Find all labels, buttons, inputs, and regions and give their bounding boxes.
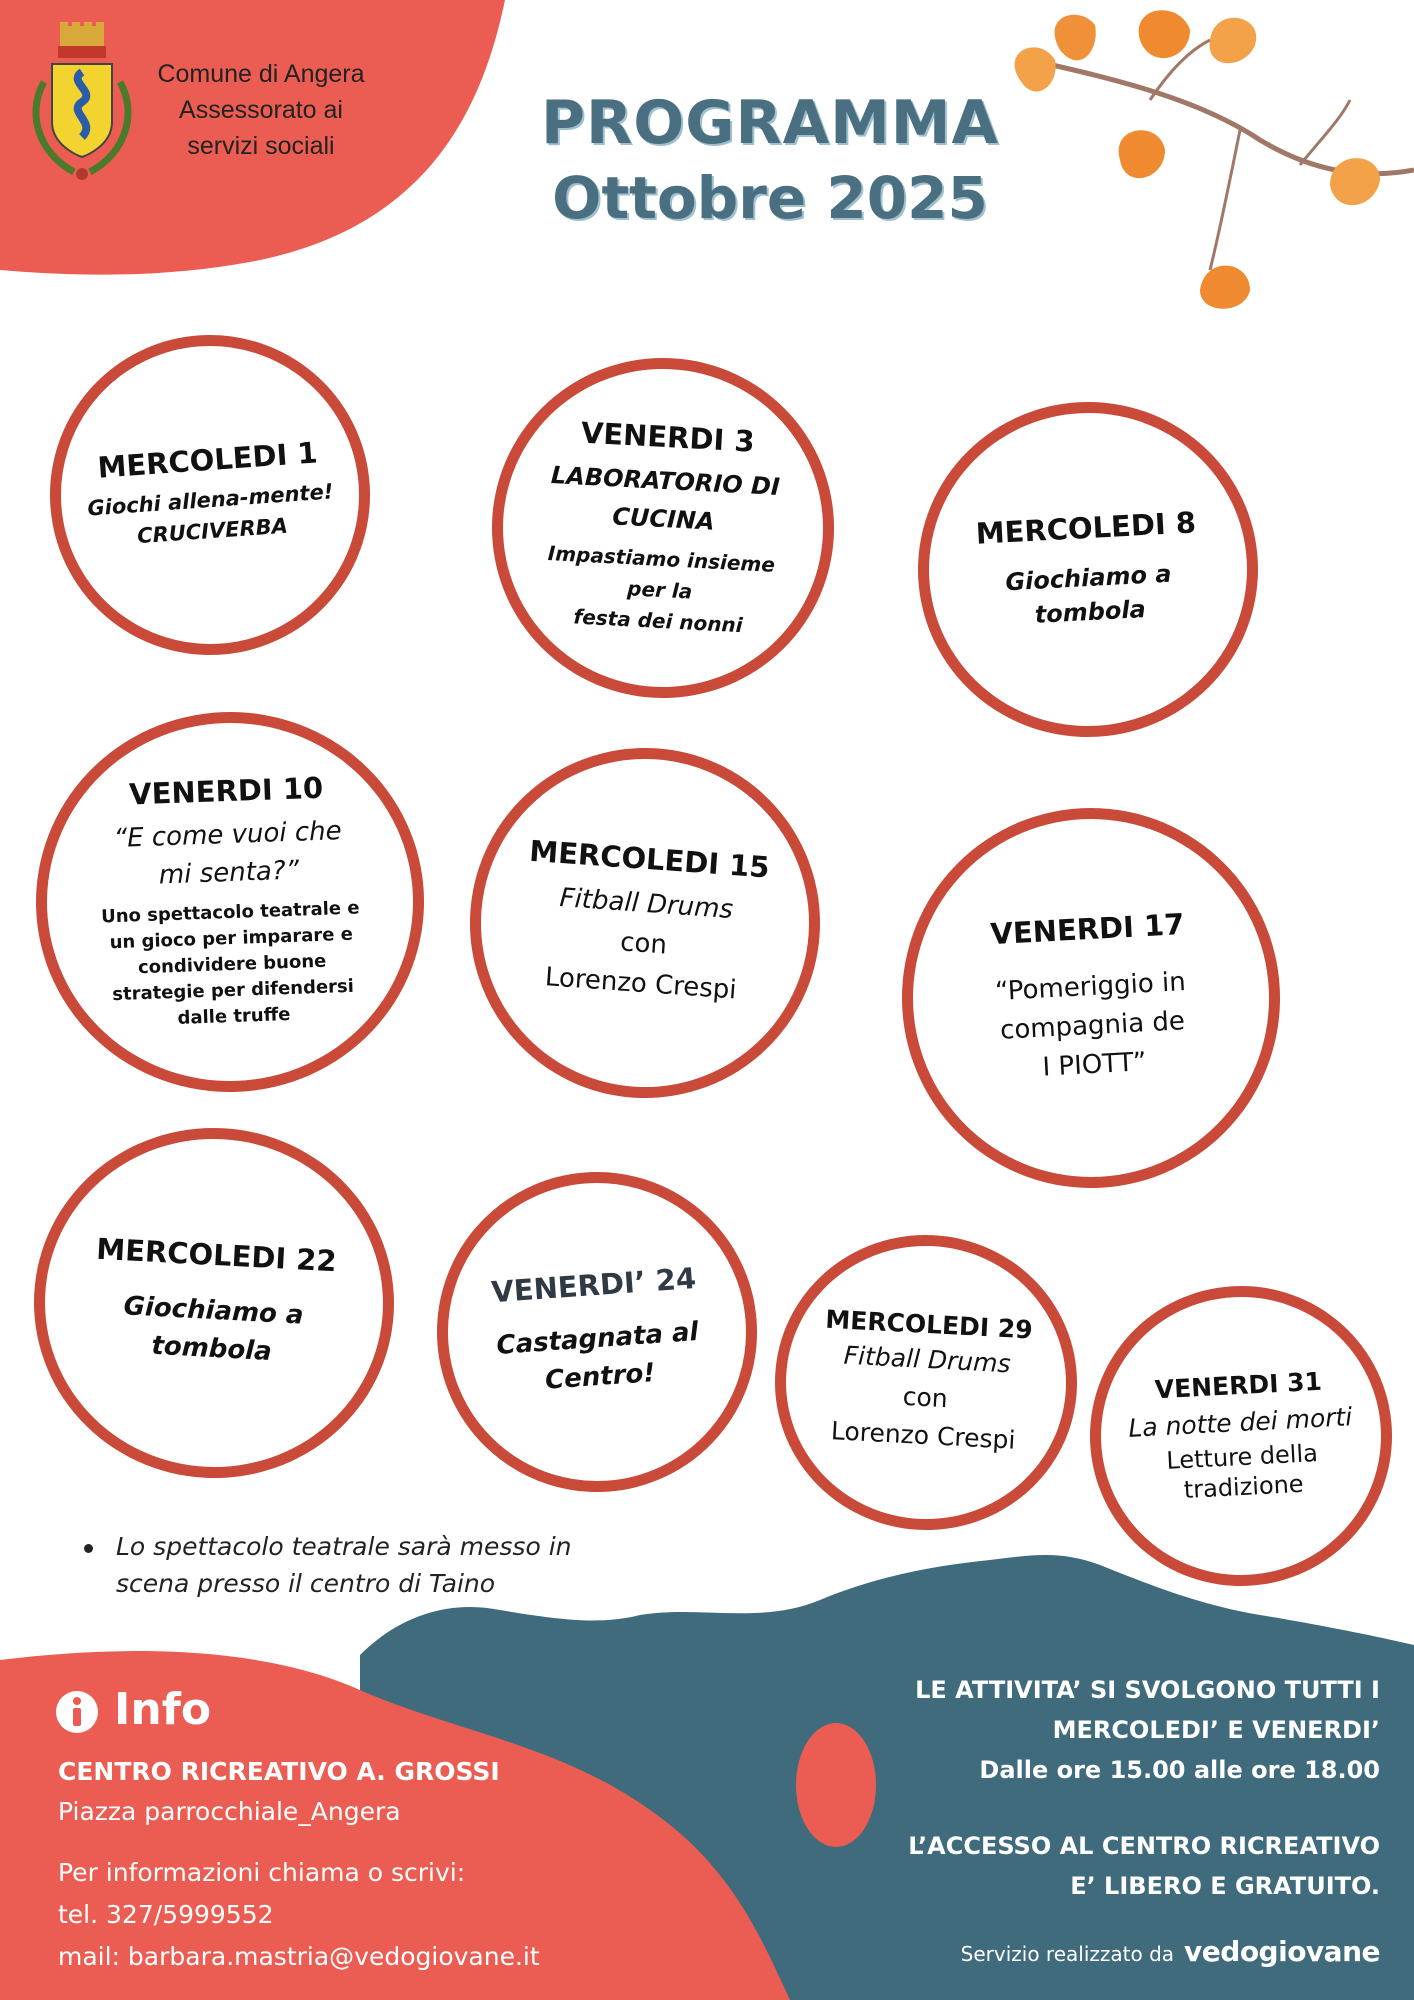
event-title: CUCINA <box>611 501 716 536</box>
event-line: tombola <box>1034 594 1147 629</box>
footnote-line: Lo spettacolo teatrale sarà messo in <box>116 1532 572 1561</box>
event-line: CRUCIVERBA <box>136 513 289 549</box>
event-title: LABORATORIO DI <box>550 460 781 501</box>
event-day: MERCOLEDI 22 <box>95 1231 338 1279</box>
org-line: Assessorato ai <box>179 96 343 124</box>
org-line: Comune di Angera <box>157 60 365 88</box>
event-day: VENERDI 17 <box>989 906 1186 951</box>
ginkgo-branch-icon <box>1000 0 1414 330</box>
event-line: dalle truffe <box>177 1003 291 1029</box>
event-line: Giochi allena-mente! <box>86 479 335 521</box>
event-circle-oct-29 <box>767 1227 1084 1537</box>
event-line: condividere buone <box>137 950 327 979</box>
schedule-line: MERCOLEDI’ E VENERDI’ <box>1052 1716 1380 1744</box>
event-line: tombola <box>150 1330 273 1368</box>
event-day: VENERDI 3 <box>580 415 756 459</box>
event-line: Letture della <box>1165 1438 1319 1475</box>
event-line: con <box>619 927 668 961</box>
event-day: MERCOLEDI 8 <box>974 504 1197 551</box>
event-line: Lorenzo Crespi <box>830 1416 1017 1455</box>
event-title: mi senta?” <box>158 855 300 891</box>
event-title: Fitball Drums <box>843 1340 1012 1379</box>
event-line: tradizione <box>1183 1469 1305 1504</box>
schedule-line: LE ATTIVITA’ SI SVOLGONO TUTTI I <box>915 1676 1380 1704</box>
event-day: VENERDI’ 24 <box>490 1261 698 1310</box>
schedule-block <box>800 1670 1380 1906</box>
event-day: VENERDI 10 <box>128 770 324 812</box>
contact-mail[interactable]: mail: barbara.mastria@vedogiovane.it <box>58 1942 540 1971</box>
event-title: “E come vuoi che <box>113 816 343 855</box>
event-line: compagnia de <box>999 1005 1186 1046</box>
info-title: Info <box>114 1684 212 1735</box>
page-subtitle: Ottobre 2025 <box>552 164 988 232</box>
contact-phone[interactable]: tel. 327/5999552 <box>58 1900 274 1929</box>
page-title: PROGRAMMA <box>541 88 999 158</box>
event-line: Lorenzo Crespi <box>543 962 738 1006</box>
access-line: E’ LIBERO E GRATUITO. <box>1070 1872 1380 1900</box>
event-day: MERCOLEDI 1 <box>96 435 319 485</box>
event-circle-oct-17 <box>892 798 1289 1197</box>
event-line: Centro! <box>544 1358 657 1396</box>
event-circle-oct-8 <box>909 393 1266 745</box>
event-line: Uno spettacolo teatrale e <box>100 897 360 928</box>
org-line: servizi sociali <box>187 132 335 160</box>
info-icon <box>55 1690 99 1734</box>
brand-logo: vedogiovane <box>1184 1935 1380 1968</box>
event-line: “Pomeriggio in <box>994 966 1187 1007</box>
event-circle-oct-3 <box>483 349 842 706</box>
credit-text: Servizio realizzato da <box>960 1942 1175 1966</box>
event-circle-oct-1 <box>39 324 381 666</box>
event-day: MERCOLEDI 15 <box>528 833 771 885</box>
event-line: Giochiamo a <box>1004 559 1173 596</box>
event-line: strategie per difendersi <box>111 975 355 1006</box>
organization-name <box>126 56 396 164</box>
coat-of-arms-icon <box>22 22 142 187</box>
contact-intro: Per informazioni chiama o scrivi: <box>58 1858 466 1887</box>
event-circle-oct-10 <box>29 705 430 1098</box>
footnote-line: scena presso il centro di Taino <box>116 1569 496 1598</box>
access-line: L’ACCESSO AL CENTRO RICREATIVO <box>908 1832 1380 1860</box>
credit <box>860 1935 1380 1968</box>
event-line: Castagnata al <box>495 1316 700 1362</box>
event-circle-oct-22 <box>25 1119 403 1487</box>
event-line: con <box>902 1381 949 1414</box>
event-line: un gioco per imparare e <box>109 923 354 954</box>
place-address: Piazza parrocchiale_Angera <box>58 1797 401 1826</box>
schedule-hours: Dalle ore 15.00 alle ore 18.00 <box>979 1756 1380 1784</box>
event-title: La notte dei morti <box>1127 1401 1353 1443</box>
event-day: VENERDI 31 <box>1154 1366 1323 1404</box>
event-line: Impastiamo insieme <box>547 540 776 577</box>
event-title: Fitball Drums <box>558 883 734 926</box>
place-name: CENTRO RICREATIVO A. GROSSI <box>58 1757 500 1786</box>
event-line: I PIOTT” <box>1041 1046 1148 1083</box>
event-line: festa dei nonni <box>573 603 744 637</box>
event-circle-oct-15 <box>458 736 832 1110</box>
event-circle-oct-24 <box>426 1161 768 1503</box>
event-line: per la <box>626 575 693 604</box>
event-line: Giochiamo a <box>122 1291 305 1331</box>
event-day: MERCOLEDI 29 <box>824 1304 1034 1345</box>
info-block <box>58 1752 618 1978</box>
